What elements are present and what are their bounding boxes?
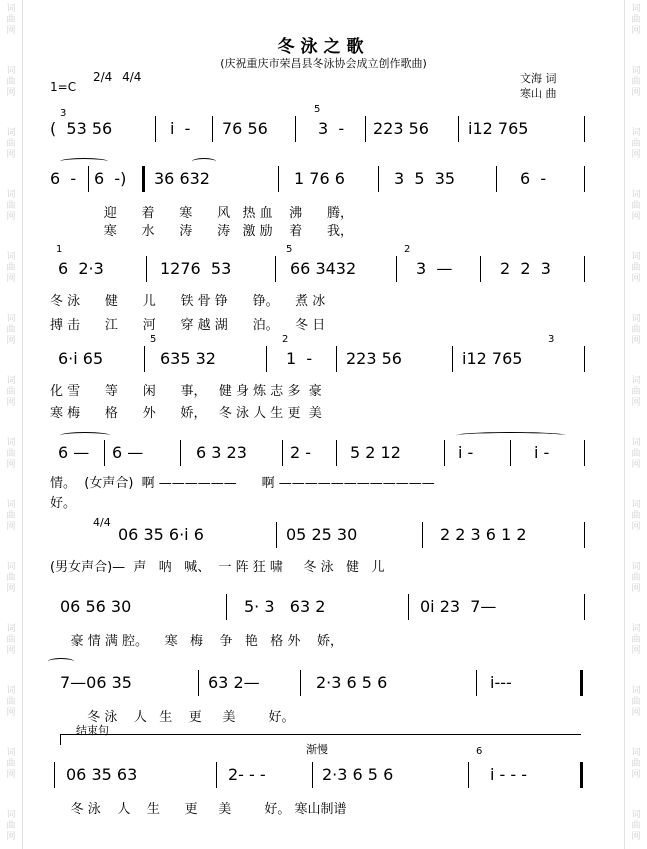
- slur: [60, 432, 110, 439]
- measure: i - - -: [490, 765, 528, 784]
- barline: [496, 166, 497, 192]
- ending-label: 结束句: [76, 724, 109, 737]
- watermark-column-left: [0, 0, 23, 849]
- barline: [212, 116, 213, 142]
- measure: 05 25 30: [286, 525, 358, 544]
- barline: [144, 346, 145, 372]
- measure: i12 765: [468, 119, 529, 138]
- measure: 2 2 3: [500, 259, 551, 278]
- grace-note: 5: [286, 244, 293, 255]
- measure: 2 2 3 6 1 2: [440, 525, 527, 544]
- measure: 2 -: [290, 443, 312, 462]
- measure: 63 2—: [208, 673, 260, 692]
- barline: [276, 522, 277, 548]
- measure: i -: [458, 443, 474, 462]
- lyric-verse-2: 好。: [50, 496, 77, 511]
- watermark-text: 词 曲 网: [631, 500, 641, 532]
- barline: [155, 116, 156, 142]
- watermark-text: 词 曲 网: [631, 562, 641, 594]
- watermark-text: 词 曲 网: [631, 748, 641, 780]
- notation-row: [50, 440, 590, 466]
- watermark-text: 词 曲 网: [631, 252, 641, 284]
- lyric-verse-1: 迎 着 寒 风 热 血 沸 腾，: [50, 206, 353, 221]
- watermark-text: 词 曲 网: [6, 128, 16, 160]
- watermark-text: 词 曲 网: [631, 438, 641, 470]
- watermark-text: 词 曲 网: [6, 438, 16, 470]
- watermark-text: 词 曲 网: [6, 624, 16, 656]
- barline: [408, 594, 409, 620]
- watermark-text: 词 曲 网: [631, 810, 641, 842]
- barline: [444, 440, 445, 466]
- barline: [295, 116, 296, 142]
- notation-row: [50, 670, 590, 696]
- watermark-text: 词 曲 网: [6, 810, 16, 842]
- measure: 06 56 30: [60, 597, 132, 616]
- barline: [54, 762, 55, 788]
- measure: 6 3 23: [196, 443, 247, 462]
- measure: 3 5 35: [394, 169, 456, 188]
- measure: 6 2·3: [58, 259, 104, 278]
- slur: [48, 658, 74, 665]
- barline: [275, 256, 276, 282]
- barline: [278, 166, 279, 192]
- measure: 1 -: [286, 349, 313, 368]
- barline: [584, 346, 585, 372]
- notation-row: [50, 594, 590, 620]
- lyric-line: (男女声合)— 声 呐 喊、 一 阵 狂 啸 冬 泳 健 儿: [50, 560, 385, 575]
- lyric-verse-2: 寒 水 涛 涛 激 励 着 我，: [50, 224, 353, 239]
- notation-row: [50, 522, 590, 548]
- measure: i -: [170, 119, 191, 138]
- barline: [180, 440, 181, 466]
- barline: [584, 594, 585, 620]
- barline: [378, 166, 379, 192]
- barline: [468, 762, 469, 788]
- notation-row: [50, 346, 590, 372]
- slur: [60, 158, 108, 165]
- watermark-text: 词 曲 网: [6, 252, 16, 284]
- barline: [480, 256, 481, 282]
- repeat-barline: [142, 166, 145, 192]
- time-signature: 2/4 4/4: [93, 70, 142, 84]
- barline: [584, 116, 585, 142]
- notation-row: [50, 166, 590, 192]
- measure: 76 56: [222, 119, 268, 138]
- barline: [476, 670, 477, 696]
- watermark-text: 词 曲 网: [631, 4, 641, 36]
- lyric-verse-2: 搏 击 江 河 穿 越 湖 泊。 冬 日: [50, 318, 326, 333]
- measure: 0i 23 7—: [420, 597, 497, 616]
- watermark-text: 词 曲 网: [6, 376, 16, 408]
- barline: [198, 670, 199, 696]
- notation-row: [50, 116, 590, 142]
- measure: ( 53 56: [50, 119, 113, 138]
- barline: [336, 346, 337, 372]
- barline: [422, 522, 423, 548]
- watermark-text: 词 曲 网: [6, 4, 16, 36]
- measure: i -: [534, 443, 550, 462]
- song-subtitle: (庆祝重庆市荣昌县冬泳协会成立创作歌曲): [220, 57, 427, 70]
- measure: 6·i 65: [58, 349, 104, 368]
- slur: [192, 158, 216, 165]
- measure: 3 -: [318, 119, 345, 138]
- measure: 3 —: [416, 259, 453, 278]
- measure: 2·3 6 5 6: [316, 673, 388, 692]
- watermark-text: 词 曲 网: [631, 66, 641, 98]
- composer-credit: 寒山 曲: [520, 87, 557, 100]
- measure: 6 -): [94, 169, 127, 188]
- measure: 5· 3 63 2: [244, 597, 326, 616]
- barline: [396, 256, 397, 282]
- watermark-text: 词 曲 网: [6, 190, 16, 222]
- measure: 7—06 35: [60, 673, 132, 692]
- watermark-text: 词 曲 网: [631, 190, 641, 222]
- ending-bracket: [60, 734, 581, 745]
- watermark-text: 词 曲 网: [6, 500, 16, 532]
- watermark-text: 词 曲 网: [6, 562, 16, 594]
- measure: 6 —: [112, 443, 144, 462]
- measure: 6 -: [520, 169, 547, 188]
- measure: i12 765: [462, 349, 523, 368]
- barline: [365, 116, 366, 142]
- measure: 06 35 6·i 6: [118, 525, 204, 544]
- barline: [336, 440, 337, 466]
- lyric-verse-1: 冬 泳 健 儿 铁 骨 铮 铮。 煮 冰: [50, 294, 326, 309]
- measure: 6 -: [50, 169, 77, 188]
- barline: [300, 670, 301, 696]
- barline: [88, 166, 89, 192]
- barline: [282, 440, 283, 466]
- notation-row: [50, 762, 590, 788]
- slur: [456, 432, 566, 439]
- watermark-column-right: [624, 0, 647, 849]
- grace-note: 2: [404, 244, 411, 255]
- lyricist-credit: 文海 词: [520, 72, 557, 85]
- grace-note: 1: [56, 244, 63, 255]
- grace-note: 3: [60, 108, 67, 119]
- grace-note: 5: [150, 334, 157, 345]
- lyric-line: 冬 泳 人 生 更 美 好。: [50, 710, 295, 725]
- barline: [216, 762, 217, 788]
- barline: [584, 256, 585, 282]
- lyric-verse-2: 寒 梅 格 外 娇， 冬 泳 人 生 更 美: [50, 406, 322, 421]
- lyric-verse-1: 情。 (女声合) 啊 —————— 啊 ————————————: [50, 476, 435, 491]
- watermark-text: 词 曲 网: [631, 128, 641, 160]
- measure: 06 35 63: [66, 765, 138, 784]
- measure: 1 76 6: [294, 169, 345, 188]
- lyric-line: 豪 情 满 腔。 寒 梅 争 艳 格 外 娇，: [50, 634, 343, 649]
- key-signature: 1=C: [50, 80, 77, 94]
- barline: [584, 166, 585, 192]
- grace-note: 6: [476, 746, 483, 757]
- barline: [510, 440, 511, 466]
- barline: [452, 346, 453, 372]
- barline: [312, 762, 313, 788]
- lyric-verse-1: 化 雪 等 闲 事， 健 身 炼 志 多 豪: [50, 384, 322, 399]
- watermark-text: 词 曲 网: [631, 686, 641, 718]
- measure: 66 3432: [290, 259, 357, 278]
- measure: 635 32: [160, 349, 216, 368]
- measure: i---: [490, 673, 512, 692]
- watermark-text: 词 曲 网: [6, 748, 16, 780]
- barline: [104, 440, 105, 466]
- measure: 6 —: [58, 443, 90, 462]
- watermark-text: 词 曲 网: [6, 66, 16, 98]
- watermark-text: 词 曲 网: [631, 624, 641, 656]
- measure: 223 56: [373, 119, 429, 138]
- watermark-text: 词 曲 网: [6, 314, 16, 346]
- watermark-text: 词 曲 网: [631, 376, 641, 408]
- grace-note: 5: [314, 104, 321, 115]
- tempo-marking: 渐慢: [306, 743, 328, 756]
- measure: 36 632: [154, 169, 210, 188]
- notation-row: [50, 256, 590, 282]
- repeat-end-barline: [580, 670, 583, 696]
- barline: [584, 440, 585, 466]
- grace-note: 2: [282, 334, 289, 345]
- time-change-4-4: 4/4: [93, 516, 111, 529]
- barline: [226, 594, 227, 620]
- measure: 2- - -: [228, 765, 266, 784]
- measure: 5 2 12: [350, 443, 401, 462]
- watermark-text: 词 曲 网: [6, 686, 16, 718]
- measure: 1276 53: [160, 259, 232, 278]
- final-barline: [580, 762, 583, 788]
- barline: [584, 522, 585, 548]
- lyric-line: 冬 泳 人 生 更 美 好。 寒山制谱: [50, 802, 347, 817]
- barline: [146, 256, 147, 282]
- song-title: 冬泳之歌: [277, 37, 370, 57]
- watermark-text: 词 曲 网: [631, 314, 641, 346]
- measure: 223 56: [346, 349, 402, 368]
- measure: 2·3 6 5 6: [322, 765, 394, 784]
- triplet-mark: 3: [548, 334, 555, 345]
- barline: [266, 346, 267, 372]
- barline: [458, 116, 459, 142]
